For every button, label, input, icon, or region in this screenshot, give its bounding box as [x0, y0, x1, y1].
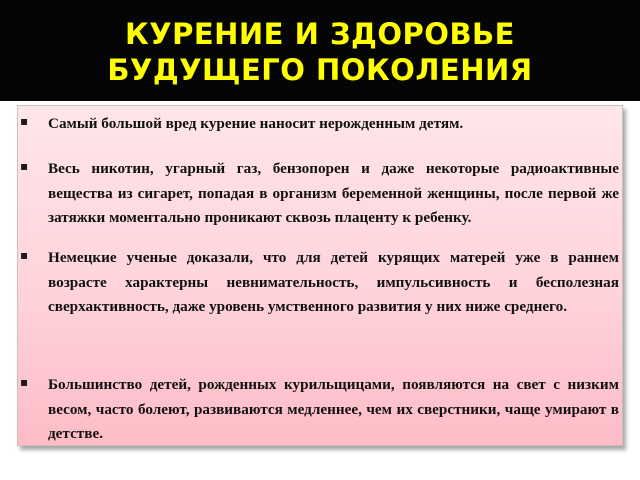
square-bullet-icon: ▪ [20, 375, 29, 389]
title-bar [0, 0, 640, 101]
bullet-text: Весь никотин, угарный газ, бензопорен и даже некоторые радиоактивные вещества из сигарет, попадая в организм беременной женщины, после первой же затяжки моментально проникают сквозь плаценту к ребенку. [48, 160, 619, 226]
bullet-text: Большинство детей, рожденных курильщицами, появляются на свет с низким весом, часто болеют, развиваются медленнее, чем их сверстники, чаще умирают в детстве. [48, 376, 619, 442]
square-bullet-icon: ▪ [20, 114, 29, 128]
slide-title [107, 14, 532, 88]
square-bullet-icon: ▪ [20, 248, 29, 262]
bullet-item [18, 246, 622, 320]
slide-title-line-1: КУРЕНИЕ И ЗДОРОВЬЕ [125, 16, 515, 51]
bullet-item [18, 157, 622, 231]
content-box [17, 105, 623, 446]
square-bullet-icon: ▪ [20, 159, 29, 173]
bullet-item [18, 112, 622, 137]
bullet-text: Немецкие ученые доказали, что для детей курящих матерей уже в раннем возрасте характерны невнимательность, импульсивность и бесполезная сверхактивность, даже уровень умственного развития у них ниже среднего. [48, 249, 619, 315]
slide-title-line-2: БУДУЩЕГО ПОКОЛЕНИЯ [107, 52, 533, 87]
bullet-text: Самый большой вред курение наносит нерожденным детям. [48, 115, 464, 132]
bullet-item [18, 373, 622, 447]
